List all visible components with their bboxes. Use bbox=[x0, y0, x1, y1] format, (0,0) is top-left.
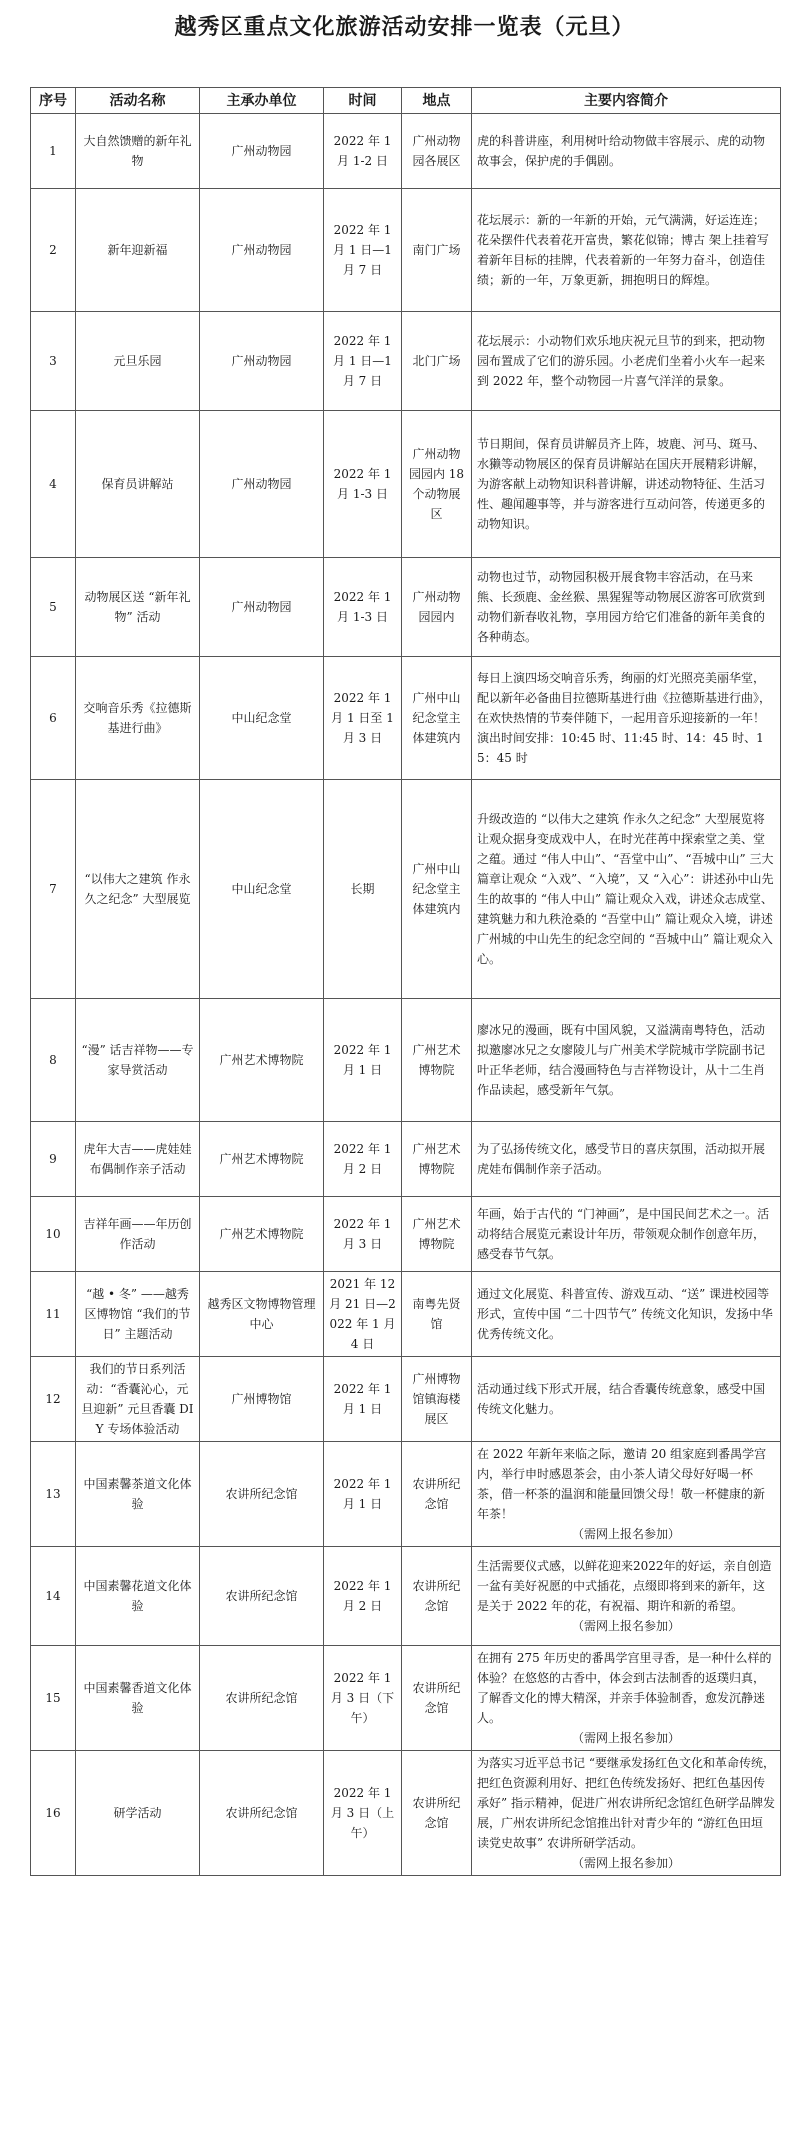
cell-no-text: 8 bbox=[49, 1053, 57, 1067]
cell-activity-name bbox=[76, 411, 200, 558]
registration-note: （需网上报名参加） bbox=[571, 1731, 680, 1745]
cell-organizer bbox=[200, 1547, 324, 1646]
cell-time bbox=[324, 312, 402, 411]
table-row bbox=[31, 780, 781, 999]
table-row bbox=[31, 1197, 781, 1272]
cell-activity-name bbox=[76, 312, 200, 411]
cell-activity-name-text: 中国素馨香道文化体验 bbox=[83, 1681, 192, 1715]
cell-time bbox=[324, 189, 402, 312]
cell-no bbox=[31, 312, 76, 411]
cell-time-text: 2022 年 1 月 2 日 bbox=[333, 1579, 392, 1613]
cell-place-text: 北门广场 bbox=[412, 354, 461, 368]
cell-activity-name-text: 我们的节日系列活动：“香囊沁心，元旦迎新” 元旦香囊 DIY 专场体验活动 bbox=[81, 1362, 194, 1436]
header-org: 主承办单位 bbox=[200, 88, 324, 114]
cell-organizer bbox=[200, 657, 324, 780]
cell-no bbox=[31, 1547, 76, 1646]
cell-no-text: 13 bbox=[45, 1487, 61, 1501]
cell-activity-name bbox=[76, 558, 200, 657]
cell-no bbox=[31, 558, 76, 657]
table-row bbox=[31, 1122, 781, 1197]
cell-place bbox=[402, 1357, 472, 1442]
cell-place-text: 广州动物园园内 bbox=[412, 590, 461, 624]
cell-organizer bbox=[200, 780, 324, 999]
cell-time bbox=[324, 114, 402, 189]
cell-description bbox=[472, 1751, 781, 1876]
cell-activity-name bbox=[76, 1357, 200, 1442]
cell-no-text: 16 bbox=[45, 1806, 61, 1820]
cell-place-text: 广州动物园园内 18 个动物展区 bbox=[408, 447, 465, 521]
cell-activity-name bbox=[76, 1197, 200, 1272]
cell-time-text: 2022 年 1 月 2 日 bbox=[333, 1142, 392, 1176]
cell-place-text: 广州博物馆镇海楼展区 bbox=[412, 1372, 461, 1426]
cell-activity-name bbox=[76, 780, 200, 999]
header-desc: 主要内容简介 bbox=[472, 88, 781, 114]
table-row bbox=[31, 999, 781, 1122]
cell-organizer bbox=[200, 1646, 324, 1751]
cell-place-text: 南粤先贤馆 bbox=[412, 1297, 461, 1331]
cell-time bbox=[324, 1646, 402, 1751]
cell-activity-name bbox=[76, 1442, 200, 1547]
cell-time bbox=[324, 999, 402, 1122]
cell-place bbox=[402, 1197, 472, 1272]
cell-place-text: 广州动物园各展区 bbox=[412, 134, 461, 168]
table-row bbox=[31, 312, 781, 411]
cell-organizer-text: 越秀区文物博物管理中心 bbox=[207, 1297, 316, 1331]
cell-no-text: 11 bbox=[45, 1307, 61, 1321]
cell-no bbox=[31, 1122, 76, 1197]
registration-note: （需网上报名参加） bbox=[571, 1527, 680, 1541]
table-row bbox=[31, 114, 781, 189]
cell-organizer bbox=[200, 114, 324, 189]
cell-place-text: 农讲所纪念馆 bbox=[412, 1681, 461, 1715]
cell-no bbox=[31, 1751, 76, 1876]
table-row bbox=[31, 1646, 781, 1751]
cell-place bbox=[402, 114, 472, 189]
cell-description-text: 活动通过线下形式开展，结合香囊传统意象，感受中国传统文化魅力。 bbox=[477, 1382, 766, 1416]
cell-organizer-text: 中山纪念堂 bbox=[231, 711, 292, 725]
cell-description bbox=[472, 1357, 781, 1442]
cell-organizer-text: 农讲所纪念馆 bbox=[225, 1589, 298, 1603]
cell-place bbox=[402, 312, 472, 411]
cell-description-text: 升级改造的 “以伟大之建筑 作永久之纪念” 大型展览将让观众据身变成戏中人，在时光荏苒中探索堂之美、堂之蕴。通过 “伟人中山”、“吾堂中山”、“吾城中山” 三大篇章让观众 “入戏”、“入境”，又 “入心”：讲述孙中山先生的故事的 “伟人中山” 篇让观众入戏，讲述众志成堂、建筑魅力和九秩沧桑的 “吾堂中山” 篇让观众入境，讲述广州城的中山先生的纪念空间的 “吾城中山” 篇让观众入心。 bbox=[477, 812, 774, 966]
cell-time bbox=[324, 780, 402, 999]
cell-time bbox=[324, 1751, 402, 1876]
cell-time-text: 2022 年 1 月 1 日—1 月 7 日 bbox=[333, 334, 392, 388]
cell-activity-name bbox=[76, 189, 200, 312]
cell-place bbox=[402, 189, 472, 312]
cell-description bbox=[472, 114, 781, 189]
cell-no bbox=[31, 657, 76, 780]
cell-description bbox=[472, 189, 781, 312]
cell-activity-name-text: 中国素馨茶道文化体验 bbox=[83, 1477, 192, 1511]
header-name: 活动名称 bbox=[76, 88, 200, 114]
cell-no-text: 7 bbox=[49, 882, 57, 896]
cell-place bbox=[402, 1272, 472, 1357]
cell-description-text: 虎的科普讲座，利用树叶给动物做丰容展示、虎的动物故事会，保护虎的手偶剧。 bbox=[477, 134, 766, 168]
cell-time bbox=[324, 1442, 402, 1547]
cell-place bbox=[402, 999, 472, 1122]
cell-time-text: 2021 年 12 月 21 日—2022 年 1 月 4 日 bbox=[329, 1277, 396, 1351]
cell-time bbox=[324, 1122, 402, 1197]
cell-activity-name bbox=[76, 657, 200, 780]
cell-no bbox=[31, 1272, 76, 1357]
cell-description-text: 年画，始于古代的 “门神画”，是中国民间艺术之一。活动将结合展览元素设计年历，带领观众制作创意年历，感受春节气氛。 bbox=[477, 1207, 770, 1261]
cell-organizer bbox=[200, 1357, 324, 1442]
cell-organizer-text: 广州动物园 bbox=[231, 243, 292, 257]
cell-no-text: 4 bbox=[49, 477, 57, 491]
cell-description-text: 花坛展示：新的一年新的开始，元气满满，好运连连；花朵摆件代表着花开富贵，繁花似锦；博古 架上挂着写着新年目标的挂牌，代表着新的一年努力奋斗，创造佳绩；新的一年，万象更新，拥抱明日的辉煌。 bbox=[477, 213, 769, 287]
cell-no-text: 2 bbox=[49, 243, 57, 257]
cell-description-text: 在拥有 275 年历史的番禺学宫里寻香，是一种什么样的体验？在悠悠的古香中，体会到古法制香的返璞归真，了解香文化的博大精深，并亲手体验制香，愈发沉静迷人。 bbox=[477, 1651, 772, 1725]
registration-note: （需网上报名参加） bbox=[571, 1619, 680, 1633]
cell-time bbox=[324, 657, 402, 780]
cell-place-text: 农讲所纪念馆 bbox=[412, 1579, 461, 1613]
cell-organizer-text: 中山纪念堂 bbox=[231, 882, 292, 896]
cell-no-text: 1 bbox=[49, 144, 57, 158]
cell-organizer bbox=[200, 411, 324, 558]
cell-activity-name-text: 元旦乐园 bbox=[113, 354, 162, 368]
cell-no bbox=[31, 780, 76, 999]
cell-time bbox=[324, 411, 402, 558]
cell-organizer-text: 广州艺术博物院 bbox=[219, 1152, 304, 1166]
cell-organizer-text: 广州动物园 bbox=[231, 144, 292, 158]
cell-description bbox=[472, 558, 781, 657]
cell-no bbox=[31, 999, 76, 1122]
cell-place bbox=[402, 1442, 472, 1547]
cell-activity-name-text: 动物展区送 “新年礼物” 活动 bbox=[84, 590, 191, 624]
table-row bbox=[31, 1547, 781, 1646]
cell-description-text: 每日上演四场交响音乐秀，绚丽的灯光照亮美丽华堂，配以新年必备曲目拉德斯基进行曲《拉德斯基进行曲》，在欢快热情的节奏伴随下，一起用音乐迎接新的一年！演出时间安排：10:45 时、11:45 时、14：45 时、15：45 时 bbox=[477, 671, 772, 765]
cell-description bbox=[472, 1272, 781, 1357]
cell-no bbox=[31, 114, 76, 189]
cell-place bbox=[402, 1751, 472, 1876]
cell-place-text: 广州中山纪念堂主体建筑内 bbox=[412, 691, 461, 745]
cell-organizer bbox=[200, 1272, 324, 1357]
cell-time-text: 2022 年 1 月 1 日 bbox=[333, 1043, 392, 1077]
cell-time bbox=[324, 1197, 402, 1272]
cell-organizer bbox=[200, 1122, 324, 1197]
cell-no bbox=[31, 189, 76, 312]
table-row bbox=[31, 1357, 781, 1442]
cell-organizer-text: 农讲所纪念馆 bbox=[225, 1691, 298, 1705]
cell-place bbox=[402, 1547, 472, 1646]
cell-description bbox=[472, 1646, 781, 1751]
cell-time-text: 2022 年 1 月 1 日 bbox=[333, 1382, 392, 1416]
cell-no-text: 5 bbox=[49, 600, 57, 614]
cell-organizer bbox=[200, 1751, 324, 1876]
cell-place-text: 广州艺术博物院 bbox=[412, 1043, 461, 1077]
table-row bbox=[31, 1751, 781, 1876]
cell-activity-name-text: “以伟大之建筑 作永久之纪念” 大型展览 bbox=[84, 872, 191, 906]
cell-organizer-text: 广州艺术博物院 bbox=[219, 1227, 304, 1241]
table-row bbox=[31, 657, 781, 780]
cell-organizer bbox=[200, 189, 324, 312]
cell-description-text: 为了弘扬传统文化，感受节日的喜庆氛围，活动拟开展虎娃布偶制作亲子活动。 bbox=[477, 1142, 766, 1176]
cell-time-text: 长期 bbox=[350, 882, 375, 896]
cell-activity-name bbox=[76, 1646, 200, 1751]
header-time: 时间 bbox=[324, 88, 402, 114]
cell-organizer bbox=[200, 558, 324, 657]
cell-description bbox=[472, 780, 781, 999]
cell-activity-name-text: “漫” 话吉祥物——专家导赏活动 bbox=[81, 1043, 194, 1077]
cell-time-text: 2022 年 1 月 1 日—1 月 7 日 bbox=[333, 223, 392, 277]
cell-no-text: 9 bbox=[49, 1152, 57, 1166]
cell-description-text: 花坛展示：小动物们欢乐地庆祝元旦节的到来，把动物园布置成了它们的游乐园。小老虎们坐着小火车一起来到 2022 年，整个动物园一片喜气洋洋的景象。 bbox=[477, 334, 766, 388]
cell-no bbox=[31, 1357, 76, 1442]
cell-activity-name-text: 研学活动 bbox=[113, 1806, 162, 1820]
table-row bbox=[31, 1272, 781, 1357]
document-title: 越秀区重点文化旅游活动安排一览表（元旦） bbox=[174, 15, 635, 40]
cell-time-text: 2022 年 1 月 3 日（下午） bbox=[330, 1671, 395, 1725]
cell-place-text: 广州中山纪念堂主体建筑内 bbox=[412, 862, 461, 916]
cell-organizer-text: 广州艺术博物院 bbox=[219, 1053, 304, 1067]
cell-organizer-text: 农讲所纪念馆 bbox=[225, 1487, 298, 1501]
cell-description-text: 在 2022 年新年来临之际，邀请 20 组家庭到番禺学宫内，举行申时感恩茶会，由小茶人请父母好好喝一杯茶，借一杯茶的温润和能量回馈父母！敬一杯健康的新年茶！ bbox=[477, 1447, 767, 1521]
cell-no-text: 3 bbox=[49, 354, 57, 368]
table-row bbox=[31, 189, 781, 312]
cell-organizer-text: 广州动物园 bbox=[231, 354, 292, 368]
cell-description bbox=[472, 1122, 781, 1197]
cell-activity-name bbox=[76, 114, 200, 189]
cell-description-text: 廖冰兄的漫画，既有中国风貌，又溢满南粤特色，活动拟邀廖冰兄之女廖陵儿与广州美术学院城市学院副书记叶正华老师，结合漫画特色与吉祥物设计，从十二生肖作品读起，感受新年气氛。 bbox=[477, 1023, 766, 1097]
cell-no bbox=[31, 1646, 76, 1751]
cell-time-text: 2022 年 1 月 1-3 日 bbox=[333, 467, 392, 501]
cell-organizer-text: 广州动物园 bbox=[231, 477, 292, 491]
header-no: 序号 bbox=[31, 88, 76, 114]
cell-time-text: 2022 年 1 月 1-2 日 bbox=[333, 134, 392, 168]
cell-place-text: 农讲所纪念馆 bbox=[412, 1796, 461, 1830]
cell-no bbox=[31, 1197, 76, 1272]
cell-activity-name bbox=[76, 1272, 200, 1357]
cell-no-text: 10 bbox=[45, 1227, 61, 1241]
cell-organizer bbox=[200, 312, 324, 411]
cell-time-text: 2022 年 1 月 1 日 bbox=[333, 1477, 392, 1511]
table-row bbox=[31, 1442, 781, 1547]
cell-activity-name-text: 虎年大吉——虎娃娃布偶制作亲子活动 bbox=[83, 1142, 192, 1176]
cell-place-text: 农讲所纪念馆 bbox=[412, 1477, 461, 1511]
cell-time-text: 2022 年 1 月 3 日 bbox=[333, 1217, 392, 1251]
cell-activity-name bbox=[76, 1122, 200, 1197]
cell-organizer bbox=[200, 1442, 324, 1547]
cell-place-text: 广州艺术博物院 bbox=[412, 1142, 461, 1176]
cell-description-text: 动物也过节，动物园积极开展食物丰容活动，在马来熊、长颈鹿、金丝猴、黑猩猩等动物展区游客可欣赏到动物们新春收礼物，享用园方给它们准备的新年美食的各种萌态。 bbox=[477, 570, 766, 644]
cell-description-text: 为落实习近平总书记 “要继承发扬红色文化和革命传统，把红色资源利用好、把红色传统发扬好、把红色基因传承好” 指示精神，促进广州农讲所纪念馆红色研学品牌发展，广州农讲所纪念馆推出针对青少年的 “游红色田垣 读党史故事” 农讲所研学活动。 bbox=[477, 1756, 775, 1850]
cell-time-text: 2022 年 1 月 3 日（上午） bbox=[330, 1786, 395, 1840]
cell-description bbox=[472, 411, 781, 558]
table-body bbox=[31, 114, 781, 1876]
cell-activity-name bbox=[76, 999, 200, 1122]
cell-place bbox=[402, 780, 472, 999]
cell-place bbox=[402, 657, 472, 780]
cell-description-text: 节日期间，保育员讲解员齐上阵，坡鹿、河马、斑马、水獭等动物展区的保育员讲解站在国庆开展精彩讲解，为游客献上动物知识科普讲解，讲述动物特征、生活习性、趣闻趣事等，并与游客进行互动问答，传递更多的动物知识。 bbox=[477, 437, 766, 531]
cell-activity-name-text: “越 • 冬” ——越秀区博物馆 “我们的节日” 主题活动 bbox=[84, 1287, 191, 1341]
cell-no bbox=[31, 411, 76, 558]
cell-activity-name-text: 大自然馈赠的新年礼物 bbox=[83, 134, 192, 168]
cell-description-text: 生活需要仪式感，以鲜花迎来2022年的好运，亲自创造一盆有美好祝愿的中式插花，点缀即将到来的新年，这是关于 2022 年的花，有祝福、期许和新的希望。 bbox=[477, 1559, 772, 1613]
cell-description bbox=[472, 999, 781, 1122]
table-row bbox=[31, 558, 781, 657]
cell-place bbox=[402, 1646, 472, 1751]
cell-place-text: 南门广场 bbox=[412, 243, 461, 257]
cell-no-text: 14 bbox=[45, 1589, 61, 1603]
cell-time-text: 2022 年 1 月 1 日至 1 月 3 日 bbox=[331, 691, 394, 745]
cell-organizer-text: 农讲所纪念馆 bbox=[225, 1806, 298, 1820]
cell-activity-name bbox=[76, 1547, 200, 1646]
cell-description bbox=[472, 1442, 781, 1547]
cell-description-text: 通过文化展览、科普宣传、游戏互动、“送” 课进校园等形式，宣传中国 “二十四节气” 传统文化知识，发扬中华优秀传统文化。 bbox=[477, 1287, 773, 1341]
cell-no-text: 12 bbox=[45, 1392, 61, 1406]
cell-no bbox=[31, 1442, 76, 1547]
cell-activity-name-text: 吉祥年画——年历创作活动 bbox=[83, 1217, 192, 1251]
cell-time bbox=[324, 558, 402, 657]
cell-description bbox=[472, 657, 781, 780]
cell-description bbox=[472, 1197, 781, 1272]
table-row bbox=[31, 411, 781, 558]
cell-activity-name-text: 保育员讲解站 bbox=[101, 477, 174, 491]
cell-time bbox=[324, 1357, 402, 1442]
cell-place-text: 广州艺术博物院 bbox=[412, 1217, 461, 1251]
cell-organizer bbox=[200, 999, 324, 1122]
cell-activity-name-text: 交响音乐秀《拉德斯基进行曲》 bbox=[83, 701, 192, 735]
cell-place bbox=[402, 411, 472, 558]
cell-no-text: 6 bbox=[49, 711, 57, 725]
cell-no-text: 15 bbox=[45, 1691, 61, 1705]
cell-organizer-text: 广州动物园 bbox=[231, 600, 292, 614]
activity-table bbox=[30, 87, 781, 1876]
cell-organizer bbox=[200, 1197, 324, 1272]
cell-place bbox=[402, 558, 472, 657]
cell-time bbox=[324, 1272, 402, 1357]
cell-activity-name bbox=[76, 1751, 200, 1876]
cell-description bbox=[472, 1547, 781, 1646]
cell-organizer-text: 广州博物馆 bbox=[231, 1392, 292, 1406]
cell-time bbox=[324, 1547, 402, 1646]
cell-time-text: 2022 年 1 月 1-3 日 bbox=[333, 590, 392, 624]
cell-place bbox=[402, 1122, 472, 1197]
cell-description bbox=[472, 312, 781, 411]
registration-note: （需网上报名参加） bbox=[571, 1856, 680, 1870]
header-place: 地点 bbox=[402, 88, 472, 114]
table-header-row bbox=[31, 88, 781, 114]
cell-activity-name-text: 中国素馨花道文化体验 bbox=[83, 1579, 192, 1613]
cell-activity-name-text: 新年迎新福 bbox=[107, 243, 168, 257]
